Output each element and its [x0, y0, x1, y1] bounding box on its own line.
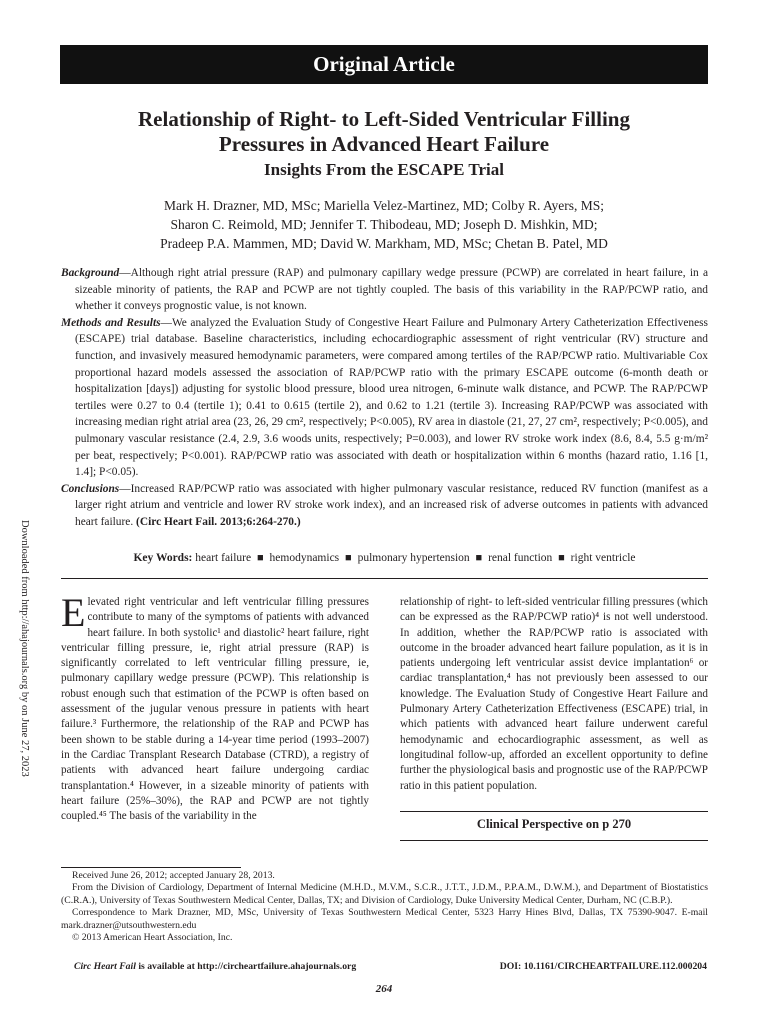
author-line: Sharon C. Reimold, MD; Jennifer T. Thibodeau, MD; Joseph D. Mishkin, MD; [170, 217, 598, 232]
footnote-received: Received June 26, 2012; accepted January 28, 2013. [72, 870, 275, 881]
key-word: heart failure [195, 552, 252, 564]
separator-square-icon: ■ [345, 552, 352, 564]
key-word: pulmonary hypertension [357, 552, 470, 564]
section-divider [61, 578, 708, 579]
abstract-conclusions-label: Conclusions [61, 482, 120, 495]
download-notice: Downloaded from http://ahajournals.org by on June 27, 2023 [19, 520, 30, 777]
article-subtitle: Insights From the ESCAPE Trial [264, 160, 504, 179]
abstract [61, 265, 708, 531]
footnote-copyright: © 2013 American Heart Association, Inc. [72, 932, 233, 944]
footnote-correspondence: Correspondence to Mark Drazner, MD, MSc, University of Texas Southwestern Medical Center, 5323 Harry Hines Blvd, Dallas, TX 75390-9047. E-mail mark.drazner@utsouthwestern.edu [61, 907, 708, 931]
author-list [40, 196, 728, 253]
intro-text-right: relationship of right- to left-sided ventricular filling pressures (which can be expressed as the RAP/PCWP ratio)⁴ is not well understood. In addition, whether the RAP/PCWP ratio is associated with outcome in the broader advanced heart failure population, as it is in patients undergoing left ventricular assist device implantation⁶ or cardiac transplantation,⁴ has not previously been assessed to our knowledge. The Evaluation Study of Congestive Heart Failure and Pulmonary Artery Catheterization Effectiveness (ESCAPE) trial, in which patients with advanced heart failure underwent careful hemodynamic and echocardiographic assessment, as well as longitudinal follow-up, afforded an excellent opportunity to define further the physiological basis and prognostic use of the RAP/PCWP ratio in this patient population. [400, 596, 708, 792]
download-sidebar [16, 520, 34, 780]
separator-square-icon: ■ [257, 552, 264, 564]
footnote-divider [61, 867, 241, 868]
body-column-left [61, 590, 369, 824]
author-line: Pradeep P.A. Mammen, MD; David W. Markham, MD, MSc; Chetan B. Patel, MD [160, 236, 608, 251]
abstract-citation: (Circ Heart Fail. 2013;6:264-270.) [136, 515, 301, 528]
separator-square-icon: ■ [475, 552, 483, 564]
key-word: right ventricle [570, 552, 636, 564]
intro-paragraph [61, 590, 369, 824]
journal-availability: is available at http://circheartfailure.ahajournals.org [135, 961, 357, 972]
article-type-banner: Original Article [60, 45, 708, 84]
footnotes [61, 870, 708, 944]
abstract-background-label: Background [61, 267, 120, 279]
abstract-conclusions-text: —Increased RAP/PCWP ratio was associated with higher pulmonary vascular resistance, reduced RV function (manifest as a larger right atrium and ventricle and lower RV stroke work index), and an increased risk of adverse outcomes in patients with advanced heart failure. [75, 482, 708, 528]
separator-square-icon: ■ [558, 552, 565, 564]
abstract-background [61, 265, 708, 315]
journal-footer [74, 961, 356, 972]
page-number: 264 [375, 983, 393, 995]
abstract-conclusions [61, 481, 708, 531]
drop-cap: E [61, 590, 86, 635]
abstract-methods [61, 315, 708, 481]
key-word: renal function [488, 552, 553, 564]
footnote-affiliations: From the Division of Cardiology, Department of Internal Medicine (M.H.D., M.V.M., S.C.R., J.T.T., J.D.M., P.P.A.M., D.W.M.), and Department of Biostatistics (C.R.A.), University of Texas Southwestern Medical Center, Dallas, TX; and Division of Cardiology, Duke University Medical Center, Durham, NC (C.B.P.). [61, 882, 708, 906]
doi: DOI: 10.1161/CIRCHEARTFAILURE.112.000204 [499, 961, 707, 972]
author-line: Mark H. Drazner, MD, MSc; Mariella Velez-Martinez, MD; Colby R. Ayers, MS; [163, 198, 604, 213]
journal-name: Circ Heart Fail [74, 961, 136, 972]
intro-text-left: levated right ventricular and left ventricular filling pressures contribute to many of the symptoms of patients with advanced heart failure. In both systolic¹ and diastolic² heart failure, right ventricular filling pressure, ie, right atrial pressure (RAP) is significantly correlated to left ventricular filling pressure, ie, pulmonary capillary wedge pressure (PCWP). This relationship is robust enough such that estimation of the PCWP is often based on assessment of the jugular venous pressure in patients with heart failure.³ Furthermore, the relationship of the RAP and PCWP has been shown to be stable during a 14-year time period (1993–2007) in the Cardiac Transplant Research Database (CTRD), a registry of patients with advanced heart failure undergoing cardiac transplantation.⁴ However, in a sizeable minority of patients with heart failure (25%–30%), the RAP and PCWP are not tightly coupled.⁴⁵ The basis of the variability in the [61, 596, 369, 823]
abstract-methods-label: Methods and Results [61, 316, 161, 329]
body-column-right [400, 595, 708, 794]
clinical-perspective-link[interactable]: Clinical Perspective on p 270 [400, 811, 708, 841]
title-line-1: Relationship of Right- to Left-Sided Ventricular Filling [138, 107, 630, 131]
article-title [40, 107, 728, 157]
title-line-2: Pressures in Advanced Heart Failure [218, 132, 550, 156]
key-words-label: Key Words: [133, 552, 193, 564]
key-word: hemodynamics [269, 552, 340, 564]
key-words [61, 550, 708, 566]
abstract-methods-text: —We analyzed the Evaluation Study of Congestive Heart Failure and Pulmonary Artery Catheterization Effectiveness (ESCAPE) trial database. Baseline characteristics, including echocardiographic assessment of right ventricular (RV) structure and function, and invasively measured hemodynamic parameters, were compared among tertiles of the RAP/PCWP ratio. Multivariable Cox proportional hazard models assessed the association of RAP/PCWP ratio with the primary ESCAPE outcome (6-month death or hospitalization [days]) adjusting for systolic blood pressure, blood urea nitrogen, 6-minute walk distance, and PCWP. The RAP/PCWP tertiles were 0.27 to 0.4 (tertile 1); 0.41 to 0.615 (tertile 2), and 0.62 to 1.21 (tertile 3). Increasing RAP/PCWP was associated with increasing median right atrial area (23, 26, 29 cm², respectively; P<0.005), RV area in diastole (21, 27, 27 cm², respectively; P<0.005), and pulmonary vascular resistance (2.4, 2.9, 3.6 woods units, respectively; P=0.003), and lower RV stroke work index (8.6, 8.4, 5.5 g·m/m² per beat, respectively; P<0.001). RAP/PCWP ratio was associated with death or hospitalization within 6 months (hazard ratio, 1.16 [1, 1.4]; P<0.05). [75, 316, 708, 479]
abstract-background-text: —Although right atrial pressure (RAP) and pulmonary capillary wedge pressure (PCWP) are correlated in heart failure, in a sizeable minority of patients, the RAP and PCWP are not tightly coupled. The basis of this variability in the RAP/PCWP ratio, and whether it conveys prognostic value, is not known. [75, 267, 708, 313]
